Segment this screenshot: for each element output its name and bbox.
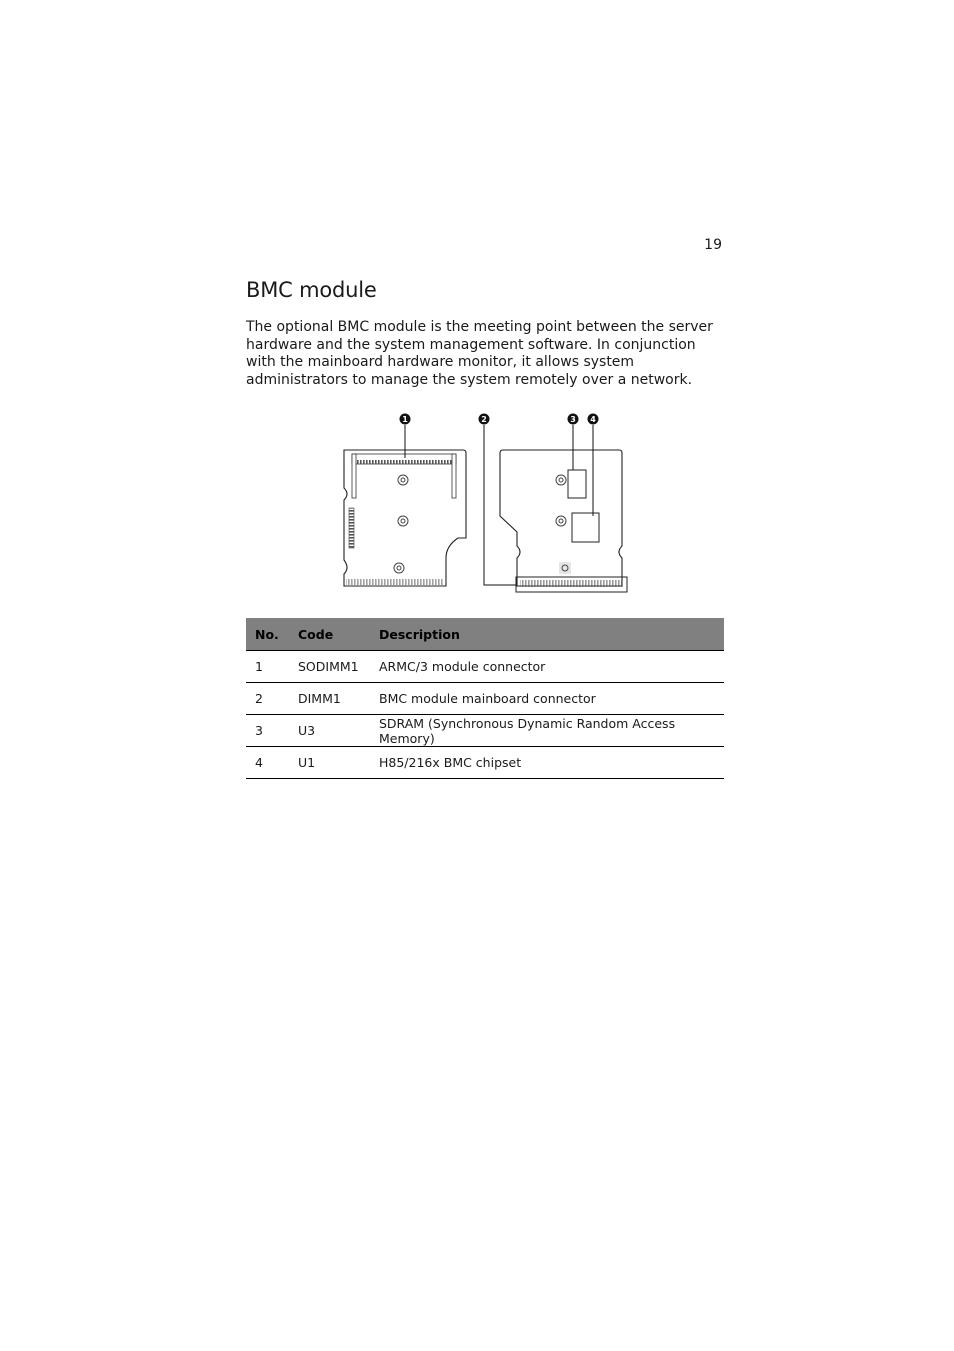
- table-row: [246, 683, 724, 715]
- callout-1-marker: [400, 414, 411, 425]
- table-row: [246, 747, 724, 779]
- cell-description: SDRAM (Synchronous Dynamic Random Access Memory): [370, 715, 724, 747]
- callout-3-marker: [568, 414, 579, 425]
- table-row: [246, 715, 724, 747]
- callout-4-label: 4: [590, 415, 596, 424]
- callout-1-label: 1: [402, 415, 408, 424]
- callout-3-label: 3: [570, 415, 576, 424]
- callout-2-label: 2: [481, 415, 487, 424]
- column-header-no: No.: [246, 618, 289, 651]
- cell-description: H85/216x BMC chipset: [370, 747, 724, 779]
- cell-code: U3: [289, 715, 370, 747]
- page-number: 19: [704, 237, 722, 253]
- cell-code: U1: [289, 747, 370, 779]
- column-header-description: Description: [370, 618, 724, 651]
- cell-code: SODIMM1: [289, 651, 370, 683]
- table-header-row: [246, 618, 724, 651]
- cell-description: ARMC/3 module connector: [370, 651, 724, 683]
- bmc-module-diagram: [330, 408, 632, 598]
- intro-paragraph: The optional BMC module is the meeting point between the server hardware and the system management software. In conjunction with the mainboard hardware monitor, it allows system administrators to manage the system remotely over a network.: [246, 319, 713, 388]
- column-header-code: Code: [289, 618, 370, 651]
- cell-description: BMC module mainboard connector: [370, 683, 724, 715]
- cell-no: 1: [246, 651, 289, 683]
- table-row: [246, 651, 724, 683]
- cell-no: 2: [246, 683, 289, 715]
- bmc-board-front: [344, 450, 466, 586]
- callout-2-marker: [479, 414, 490, 425]
- cell-code: DIMM1: [289, 683, 370, 715]
- section-title: BMC module: [246, 278, 377, 302]
- cell-no: 3: [246, 715, 289, 747]
- cell-no: 4: [246, 747, 289, 779]
- callout-4-marker: [588, 414, 599, 425]
- bmc-board-back: [500, 450, 627, 592]
- component-table: [246, 618, 724, 779]
